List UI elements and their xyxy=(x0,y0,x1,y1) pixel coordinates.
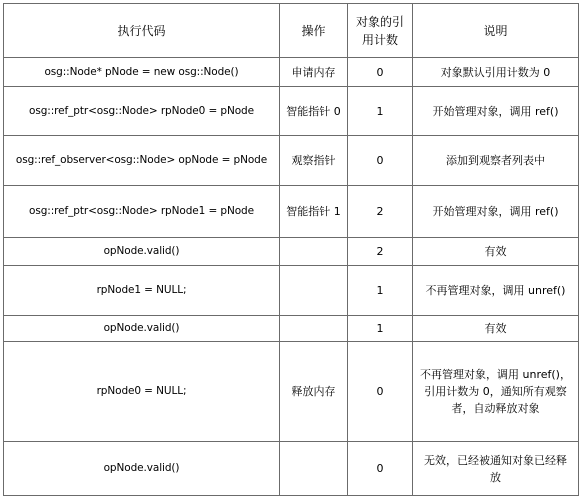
ref-count-table xyxy=(3,3,579,496)
cell-description: 不再管理对象，调用 unref() xyxy=(413,266,579,316)
cell-description: 有效 xyxy=(413,238,579,266)
header-operation: 操作 xyxy=(280,4,348,58)
cell-description: 开始管理对象，调用 ref() xyxy=(413,87,579,136)
cell-ref-count: 2 xyxy=(348,238,413,266)
cell-code: osg::ref_ptr<osg::Node> rpNode1 = pNode xyxy=(4,186,280,238)
table-row xyxy=(4,316,579,342)
cell-operation xyxy=(280,238,348,266)
cell-description: 有效 xyxy=(413,316,579,342)
cell-code: opNode.valid() xyxy=(4,442,280,496)
cell-ref-count: 0 xyxy=(348,442,413,496)
cell-operation: 申请内存 xyxy=(280,58,348,87)
cell-ref-count: 1 xyxy=(348,87,413,136)
cell-code: opNode.valid() xyxy=(4,238,280,266)
header-ref-count: 对象的引用计数 xyxy=(348,4,413,58)
cell-operation: 观察指针 xyxy=(280,136,348,186)
cell-code: osg::Node* pNode = new osg::Node() xyxy=(4,58,280,87)
table-row xyxy=(4,87,579,136)
table-row xyxy=(4,136,579,186)
cell-ref-count: 0 xyxy=(348,342,413,442)
cell-ref-count: 1 xyxy=(348,266,413,316)
cell-operation: 智能指针 1 xyxy=(280,186,348,238)
table-header-row xyxy=(4,4,579,58)
cell-description: 无效，已经被通知对象已经释放 xyxy=(413,442,579,496)
cell-operation: 智能指针 0 xyxy=(280,87,348,136)
cell-ref-count: 0 xyxy=(348,136,413,186)
cell-operation xyxy=(280,316,348,342)
table-row xyxy=(4,342,579,442)
cell-operation: 释放内存 xyxy=(280,342,348,442)
cell-code: opNode.valid() xyxy=(4,316,280,342)
cell-description: 对象默认引用计数为 0 xyxy=(413,58,579,87)
cell-code: rpNode1 = NULL; xyxy=(4,266,280,316)
header-description: 说明 xyxy=(413,4,579,58)
table-row xyxy=(4,186,579,238)
table-row xyxy=(4,442,579,496)
table-row xyxy=(4,58,579,87)
cell-description: 添加到观察者列表中 xyxy=(413,136,579,186)
cell-code: rpNode0 = NULL; xyxy=(4,342,280,442)
cell-ref-count: 1 xyxy=(348,316,413,342)
cell-description: 不再管理对象，调用 unref()，引用计数为 0，通知所有观察者，自动释放对象 xyxy=(413,342,579,442)
table-row xyxy=(4,266,579,316)
table-row xyxy=(4,238,579,266)
cell-ref-count: 0 xyxy=(348,58,413,87)
cell-operation xyxy=(280,442,348,496)
cell-code: osg::ref_observer<osg::Node> opNode = pNode xyxy=(4,136,280,186)
cell-ref-count: 2 xyxy=(348,186,413,238)
cell-description: 开始管理对象，调用 ref() xyxy=(413,186,579,238)
cell-operation xyxy=(280,266,348,316)
header-code: 执行代码 xyxy=(4,4,280,58)
cell-code: osg::ref_ptr<osg::Node> rpNode0 = pNode xyxy=(4,87,280,136)
